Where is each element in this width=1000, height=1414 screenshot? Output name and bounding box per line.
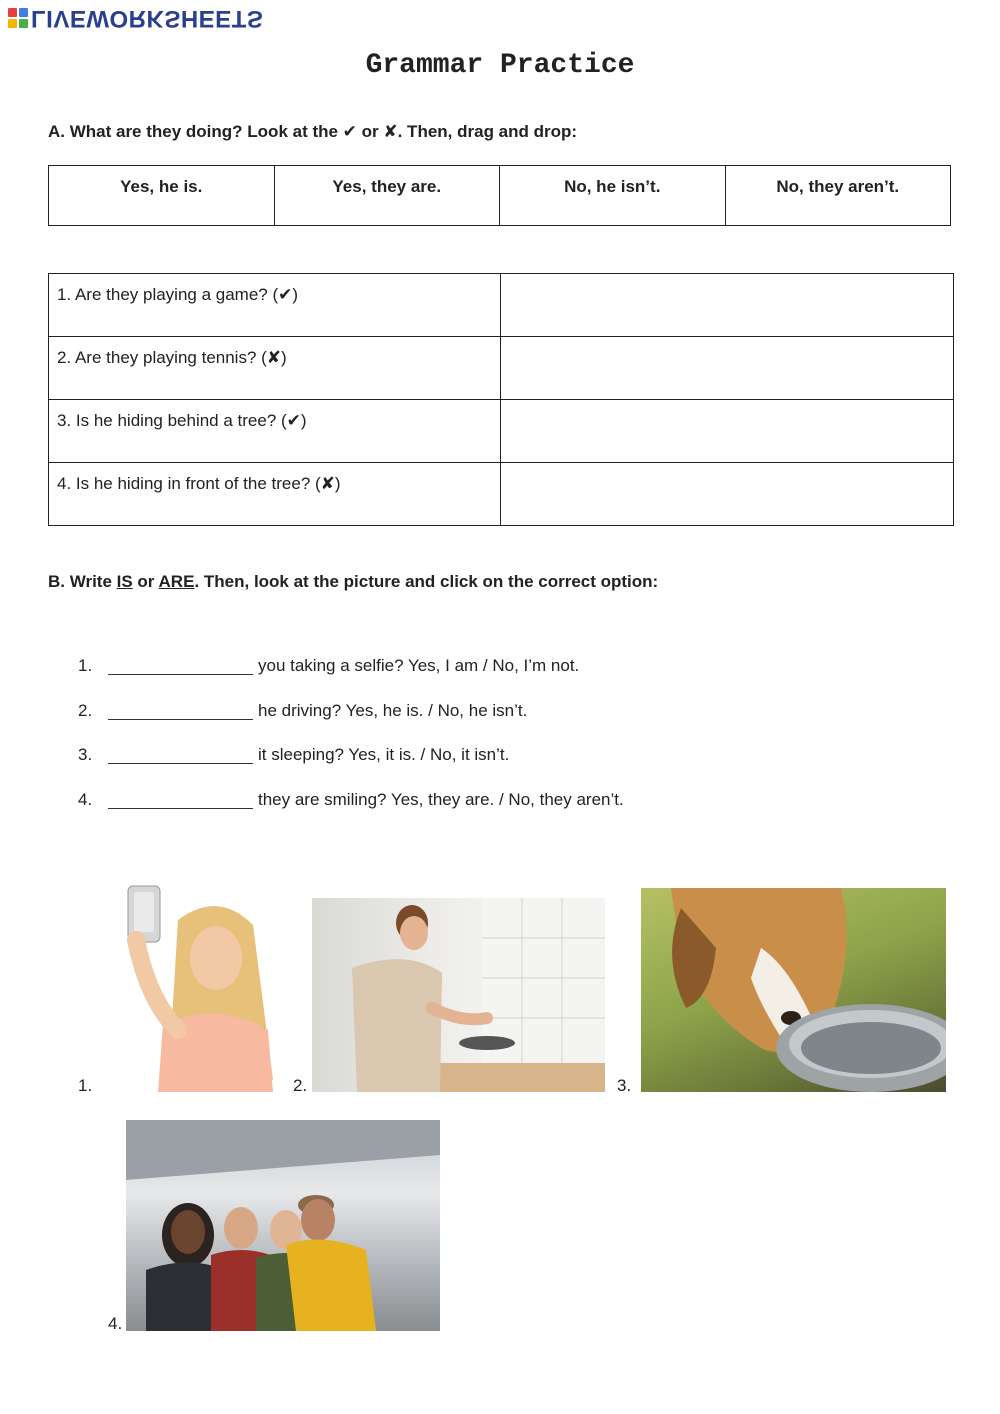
section-a-heading: A. What are they doing? Look at the ✔ or ✘. Then, drag and drop: (48, 122, 578, 141)
liveworksheets-logo (8, 4, 263, 32)
list-item (78, 745, 778, 790)
question-text: 1. Are they playing a game? (✔) (49, 274, 501, 337)
friends-photo (126, 1120, 440, 1331)
answer-option[interactable]: Yes, they are. (274, 166, 500, 226)
question-text: 2. Are they playing tennis? (✘) (49, 337, 501, 400)
answer-option[interactable]: No, he isn’t. (500, 166, 726, 226)
answer-blank[interactable] (108, 701, 253, 720)
item-text: it sleeping? Yes, it is. / No, it isn’t. (258, 745, 510, 764)
heading-text: B. Write (48, 572, 117, 591)
item-text: you taking a selfie? Yes, I am / No, I’m not. (258, 656, 580, 675)
question-text: 4. Is he hiding in front of the tree? (✘) (49, 463, 501, 526)
list-item (78, 701, 778, 746)
dog-drinking-illustration (641, 888, 946, 1092)
drop-zone[interactable] (500, 463, 953, 526)
question-table (48, 273, 954, 526)
drop-zone[interactable] (500, 274, 953, 337)
logo-block (8, 8, 17, 17)
drop-zone[interactable] (500, 337, 953, 400)
page-title: Grammar Practice (365, 50, 635, 81)
table-row (49, 337, 954, 400)
item-number: 3. (78, 745, 93, 764)
friends-smiling-illustration (126, 1120, 440, 1331)
section-b-heading (48, 572, 658, 592)
logo-blocks-icon (8, 8, 28, 28)
logo-text: LIVEWORKSHEETS (31, 5, 264, 32)
selfie-photo (108, 880, 284, 1092)
fill-in-list (78, 656, 778, 834)
item-text: he driving? Yes, he is. / No, he isn’t. (258, 700, 528, 720)
table-row (49, 463, 954, 526)
picture-label: 3. (617, 1076, 632, 1095)
table-row (49, 274, 954, 337)
answer-blank[interactable] (108, 790, 253, 809)
question-text: 3. Is he hiding behind a tree? (✔) (49, 400, 501, 463)
list-item (78, 656, 778, 701)
item-number: 4. (78, 789, 93, 809)
heading-text: or (132, 572, 159, 591)
table-row (49, 400, 954, 463)
logo-block (19, 8, 28, 17)
logo-block (8, 19, 17, 28)
picture-label: 2. (293, 1076, 308, 1095)
heading-are: ARE (158, 572, 195, 591)
item-number: 2. (78, 700, 93, 720)
list-item (78, 790, 778, 835)
answer-blank[interactable] (108, 656, 253, 675)
drop-zone[interactable] (500, 400, 953, 463)
picture-label: 4. (108, 1314, 123, 1333)
picture-label: 1. (78, 1076, 93, 1095)
heading-is: IS (116, 572, 133, 591)
item-number: 1. (78, 656, 93, 675)
item-text: they are smiling? Yes, they are. / No, they aren’t. (258, 789, 624, 809)
answer-option[interactable]: Yes, he is. (49, 166, 275, 226)
dog-photo (641, 888, 946, 1092)
answer-bank (48, 165, 951, 226)
answer-blank[interactable] (108, 745, 253, 764)
logo-block (19, 19, 28, 28)
heading-text: . Then, look at the picture and click on the correct option: (194, 572, 659, 591)
answer-option[interactable]: No, they aren’t. (725, 166, 951, 226)
kitchen-photo (312, 898, 605, 1092)
man-cooking-illustration (312, 898, 605, 1092)
woman-selfie-illustration (108, 880, 284, 1092)
